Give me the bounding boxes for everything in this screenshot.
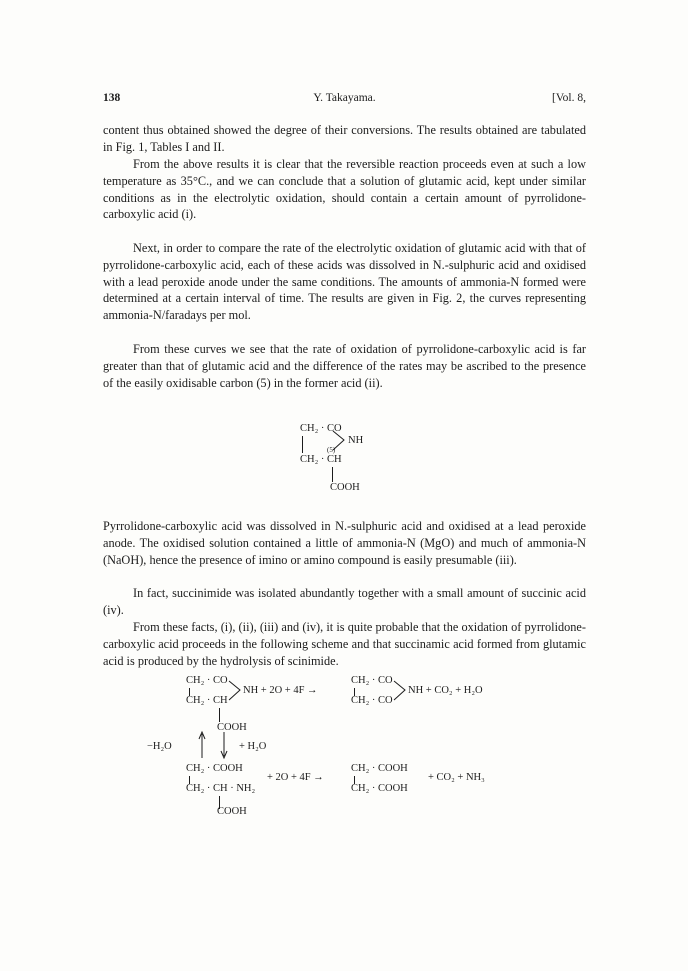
struct-cooh: COOH <box>330 482 360 493</box>
struct-locant: (5) <box>327 446 336 454</box>
scheme-r1-bracket <box>228 680 242 702</box>
scheme-r1-product-ch2-co-a: CH₂ · CO <box>351 675 393 686</box>
equilibrium-arrows <box>198 730 232 760</box>
scheme-r1-product-bracket <box>393 680 407 702</box>
scheme-r1-product-ch2-co-b: CH₂ · CO <box>351 695 393 706</box>
page-header <box>103 92 586 108</box>
scheme-r2-ch2-cooh: CH₂ · COOH <box>186 763 243 774</box>
volume-label: [Vol. 8, <box>552 92 586 104</box>
scheme-r2-product-a: CH₂ · COOH <box>351 763 408 774</box>
scheme-r2-tail: + CO₂ + NH₃ <box>428 772 485 783</box>
paragraph-2: From the above results it is clear that the reversible reaction proceeds even at such a low temperature as 35°C., and we can conclude that a solution of glutamic acid, kept under similar conditions as in the electrolytic oxidation, should contain a certain amount of pyrrolidone-carboxylic acid (i). <box>103 157 586 222</box>
struct-ch2-co: CH₂ · CO <box>300 423 342 434</box>
scheme-r2-reagents: + 2O + 4F → <box>267 772 324 783</box>
scheme-r1-product-tail: NH + CO₂ + H₂O <box>408 685 483 696</box>
scheme-r1-ch2-ch: CH₂ · CH <box>186 695 228 706</box>
paragraph-5: Pyrrolidone-carboxylic acid was dissolved in N.-sulphuric acid and oxidised at a lead peroxide anode. The oxidised solution contained a little of ammonia-N (MgO) and much of ammonia-N (NaOH), hence the presence of imino or amino compound is easily presumable (iii). <box>103 519 586 567</box>
scheme-r2-ch2-ch-nh2: CH₂ · CH · NH₂ <box>186 783 256 794</box>
struct-bond-down <box>332 467 333 482</box>
paragraph-6: In fact, succinimide was isolated abundantly together with a small amount of succinic acid (iv). <box>103 586 586 617</box>
scheme-r1-cooh: COOH <box>217 722 247 733</box>
paragraph-4: From these curves we see that the rate of oxidation of pyrrolidone-carboxylic acid is far greater than that of glutamic acid and the difference of the rates may be ascribed to the presence of the easily oxidisable carbon (5) in the former acid (ii). <box>103 342 586 390</box>
paragraph-1: content thus obtained showed the degree of their conversions. The results obtained are tabulated in Fig. 1, Tables I and II. <box>103 123 586 154</box>
scheme-r1-nh-reagents: NH + 2O + 4F → <box>243 685 318 696</box>
struct-bond-left <box>302 436 303 453</box>
plus-water-label: + H₂O <box>239 741 267 752</box>
paragraph-7: From these facts, (i), (ii), (iii) and (iv), it is quite probable that the oxidation of pyrrolidone-carboxylic acid proceeds in the following scheme and that succinamic acid formed from glutamic acid is produced by the hydrolysis of scinimide. <box>103 620 586 668</box>
minus-water-label: −H₂O <box>147 741 172 752</box>
scheme-r1-ch2-co: CH₂ · CO <box>186 675 228 686</box>
scheme-r1-bond-down <box>219 708 220 722</box>
scheme-r2-product-b: CH₂ · COOH <box>351 783 408 794</box>
struct-ch2-ch: CH₂ · CH <box>300 454 342 465</box>
page-number: 138 <box>103 92 121 104</box>
running-head: Y. Takayama. <box>313 92 376 104</box>
scheme-r2-cooh: COOH <box>217 806 247 817</box>
paragraph-3: Next, in order to compare the rate of the electrolytic oxidation of glutamic acid with that of pyrrolidone-carboxylic acid, each of these acids was dissolved in N.-sulphuric acid and oxidised with a lead peroxide anode under the same conditions. The amounts of ammonia-N formed were determined at a certain interval of time. The results are given in Fig. 2, the curves representing ammonia-N/faradays per mol. <box>103 241 586 323</box>
struct-nh: NH <box>348 435 364 446</box>
